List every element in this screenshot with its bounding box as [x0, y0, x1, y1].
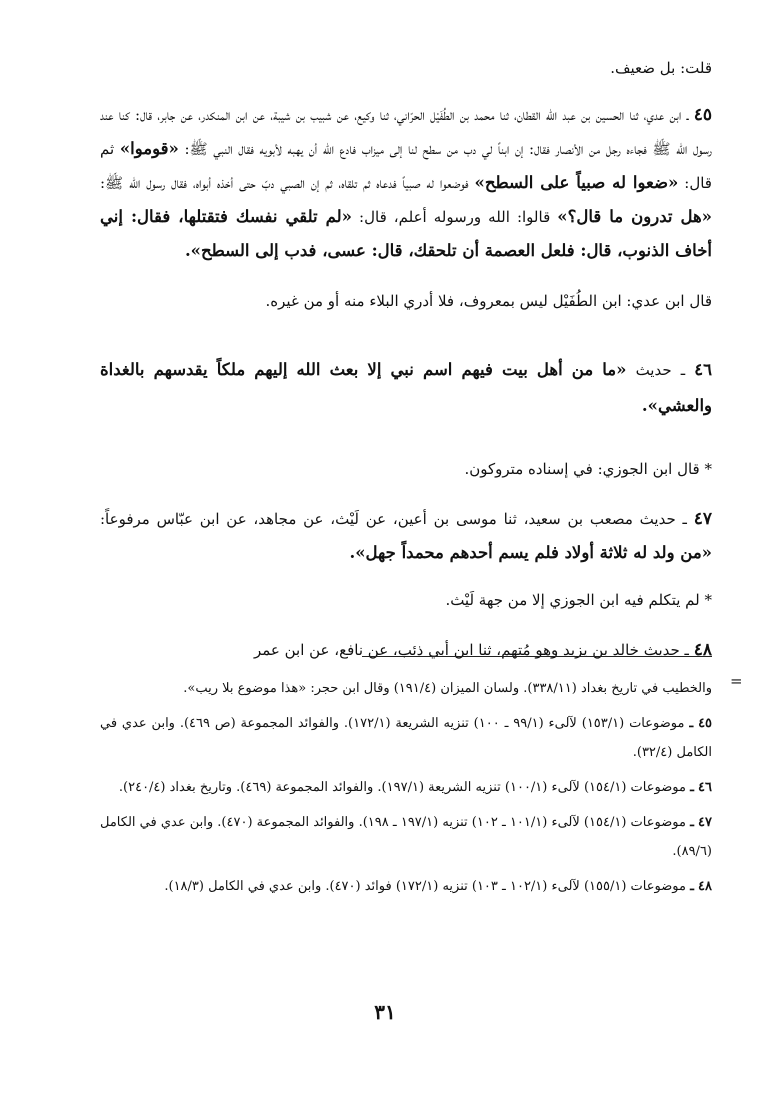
footnote-text: موضوعات (١٥٤/١) لآلىء (١٠٠/١) تنزيه الشريعة (١٩٧/١). والفوائد المجموعة (٤٦٩). وتاريخ بغداد (٢٤٠/٤). — [118, 780, 686, 795]
hadith-quote: «ما من أهل بيت فيهم اسم نبي إلا بعث الله إليهم ملكاً يقدسهم بالغداة والعشي». — [100, 359, 712, 415]
footnote-dash: ـ — [689, 716, 694, 731]
hadith-number: ٤٦ — [694, 359, 712, 379]
hadith-number: ٤٥ — [693, 105, 712, 125]
footnote-text: موضوعات (١٥٥/١) لآلىء (١٠٢/١ ـ ١٠٣) تنزيه (١٧٢/١) فوائد (٤٧٠). وابن عدي في الكامل (١٨/٣). — [164, 879, 686, 894]
hadith-text: حديث خالد بن يزيد وهو مُتهم، ثنا ابن أبي ذئب، عن نافع، عن ابن عمر — [253, 641, 680, 659]
footnote-item — [100, 709, 712, 767]
hadith-text: ثم قال: — [100, 140, 712, 192]
hadith-quote: «لم تلقي نفسك فتقتلها، فقال: إني أخاف الذنوب، قال: فلعل العصمة أن تلحقك، قال: عسى، فدب إلى السطح». — [100, 207, 712, 260]
intro-line: قلت: بل ضعيف. — [610, 59, 712, 77]
footnotes — [100, 674, 712, 907]
footnote-number: ٤٦ — [698, 780, 712, 795]
hadith-text: قالوا: الله ورسوله أعلم، قال: — [359, 208, 551, 226]
hadith-45-comment: قال ابن عدي: ابن الطُفَيْل ليس بمعروف، فلا أدري البلاء منه أو من غيره. — [265, 292, 712, 310]
footnote-number: ٤٨ — [698, 879, 712, 894]
hadith-intro: حديث — [635, 360, 672, 379]
footnote-dash: ـ — [690, 879, 694, 894]
footnote-text: موضوعات (١٥٤/١) لآلىء (١٠١/١ ـ ١٠٢) تنزيه (١٩٧/١ ـ ١٩٨). والفوائد المجموعة (٤٧٠). وابن عدي في الكامل (٨٩/٦). — [100, 815, 712, 859]
hadith-quote: «من ولد له ثلاثة أولاد فلم يسم أحدهم محمداً جهل». — [349, 543, 712, 562]
footnote-number: ٤٥ — [698, 716, 713, 731]
hadith-46-comment: * قال ابن الجوزي: في إسناده متروكون. — [464, 460, 712, 478]
footnote-item — [100, 773, 712, 802]
footnote-dash: ـ — [690, 815, 694, 830]
hadith-46 — [100, 352, 712, 423]
footnote-dash: ـ — [690, 780, 694, 795]
main-text — [100, 52, 712, 1102]
footnote-number: ٤٧ — [698, 815, 713, 830]
hadith-dash: ـ — [686, 106, 689, 124]
hadith-47 — [100, 503, 712, 570]
footnote-text: موضوعات (١٥٣/١) لآلىء (٩٩/١ ـ ١٠٠) تنزيه الشريعة (١٧٢/١). والفوائد المجموعة (ص ٤٦٩). وابن عدي في الكامل (٣٢/٤). — [100, 716, 712, 760]
hadith-dash: ـ — [682, 510, 687, 528]
hadith-dash: ـ — [684, 641, 689, 659]
page-number: ٣١ — [374, 1000, 396, 1024]
hadith-dash: ـ — [680, 360, 686, 379]
hadith-text: حديث مصعب بن سعيد، ثنا موسى بن أعين، عن لَيْث، عن مجاهد، عن ابن عبّاس مرفوعاً: — [100, 510, 676, 528]
footnote-item — [100, 808, 712, 866]
hadith-47-comment: * لم يتكلم فيه ابن الجوزي إلا من جهة لَيْث. — [445, 591, 712, 609]
footnote-item — [100, 872, 712, 901]
hadith-text: فوضعوا له صبياً فدعاه ثم تلقاه، ثم إن الصبي دبّ حتى أخذه أبواه، فقال رسول الله ﷺ: — [100, 174, 469, 192]
hadith-text: ابن عدي، ثنا الحسين بن عبد الله القطان، ثنا محمد بن الطُفَيْل الحرّاني، ثنا وكيع، عن شبيب بن شيبة، عن ابن المنكدر، عن جابر، قال: كنا عند رسول الله ﷺ فجاءه رجل من الأنصار فقال: إن ابناً لي دب من سطح لنا إلى ميزاب فادع الله أن يهبه لأبويه فقال النبي ﷺ: — [100, 106, 712, 158]
hadith-quote: «قوموا» — [119, 139, 179, 158]
footnote-separator — [362, 656, 712, 657]
hadith-45 — [100, 99, 712, 268]
footnote-continuation-mark: = — [730, 672, 743, 690]
hadith-number: ٤٧ — [693, 509, 712, 529]
hadith-quote: «ضعوا له صبياً على السطح» — [474, 173, 679, 192]
hadith-quote: «هل تدرون ما قال؟» — [557, 207, 712, 226]
hadith-48 — [100, 634, 712, 667]
hadith-number: ٤٨ — [693, 640, 712, 660]
footnote-continuation: والخطيب في تاريخ بغداد (٣٣٨/١١). ولسان الميزان (١٩١/٤) وقال ابن حجر: «هذا موضوع بلا ريب». — [183, 681, 712, 696]
